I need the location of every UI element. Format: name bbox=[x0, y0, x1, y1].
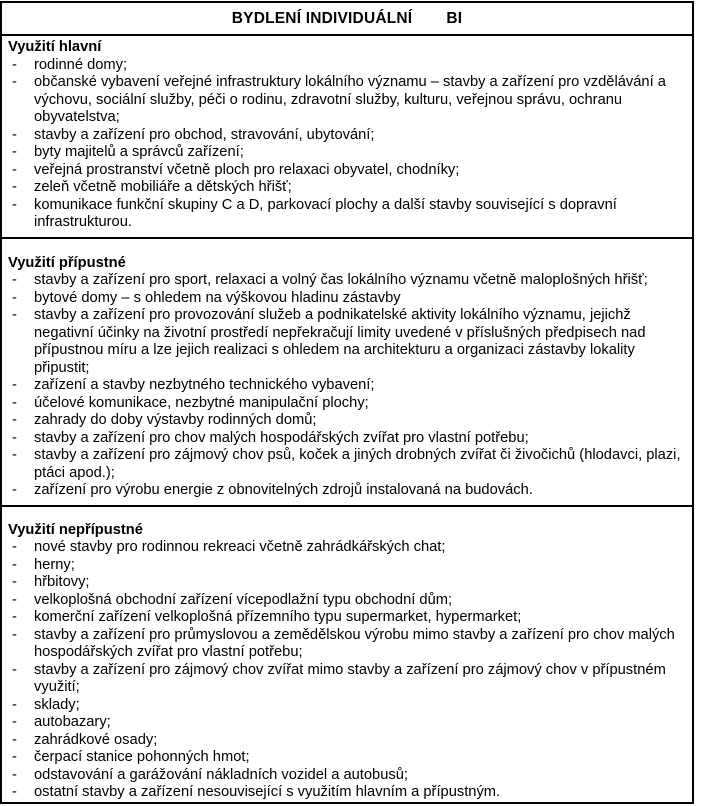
bullet-dash: - bbox=[12, 429, 17, 446]
section-heading-permissible-use: Využití přípustné bbox=[8, 254, 126, 271]
bullet-dash: - bbox=[12, 591, 17, 608]
list-item-text: zařízení a stavby nezbytného technického vybavení; bbox=[34, 377, 375, 393]
bullet-dash: - bbox=[12, 412, 17, 428]
bullet-dash: - bbox=[12, 144, 17, 160]
list-item-text: stavby a zařízení pro zájmový chov psů, koček a jiných drobných zvířat či živočichů (hlodavci, plazi, ptáci apod.); bbox=[34, 447, 681, 481]
bullet-dash: - bbox=[12, 731, 17, 748]
bullet-dash: - bbox=[12, 272, 17, 288]
list-item-text: nové stavby pro rodinnou rekreaci včetně zahrádkářských chat; bbox=[34, 539, 446, 555]
list-item bbox=[8, 162, 688, 180]
list-item bbox=[8, 609, 688, 627]
list-item bbox=[8, 307, 688, 377]
list-item bbox=[8, 127, 688, 145]
list-item-text: sklady; bbox=[34, 696, 80, 713]
list-item-text: stavby a zařízení pro sport, relaxaci a volný čas lokálního významu včetně maloplošných hřišť; bbox=[34, 272, 648, 288]
list-item bbox=[8, 557, 688, 575]
bullet-dash: - bbox=[12, 447, 17, 463]
zoning-regulation-table bbox=[0, 1, 694, 804]
list-item bbox=[8, 574, 688, 592]
list-item-text: stavby a zařízení pro provozování služeb a podnikatelské aktivity lokálního významu, jejichž negativní účinky na životní prostředí nepřekračují limity uvedené v příslušných předpisech nad přípustnou míru a lze jejich realizaci s ohledem na architekturu a organizaci zástavby lokality připustit; bbox=[34, 307, 646, 376]
list-item-text: bytové domy – s ohledem na výškovou hladinu zástavby bbox=[34, 289, 401, 306]
list-item bbox=[8, 144, 688, 162]
list-item bbox=[8, 447, 688, 482]
bullet-dash: - bbox=[12, 574, 17, 590]
list-item bbox=[8, 272, 688, 290]
section-permissible-use bbox=[2, 239, 692, 507]
bullet-dash: - bbox=[12, 179, 17, 195]
list-item bbox=[8, 179, 688, 197]
bullet-dash: - bbox=[12, 696, 17, 713]
bullet-dash: - bbox=[12, 556, 17, 573]
list-item-text: stavby a zařízení pro průmyslovou a zemědělskou výrobu mimo stavby a zařízení pro chov malých hospodářských zvířat pro vlastní potřebu; bbox=[34, 626, 675, 660]
bullet-dash: - bbox=[12, 784, 17, 800]
section-heading-main-use: Využití hlavní bbox=[8, 39, 102, 55]
list-item-text: rodinné domy; bbox=[34, 56, 128, 73]
list-item bbox=[8, 539, 688, 557]
bullet-dash: - bbox=[12, 626, 17, 643]
section-heading-impermissible-use: Využití nepřípustné bbox=[8, 521, 143, 538]
list-item bbox=[8, 784, 688, 802]
list-item-text: občanské vybavení veřejné infrastruktury lokálního významu – stavby a zařízení pro vzdělávání a výchovu, sociální služby, péči o rodinu, zdravotní služby, kulturu, veřejnou správu, ochranu obyvatelstva; bbox=[34, 74, 666, 125]
list-item bbox=[8, 697, 688, 715]
list-item-text: komunikace funkční skupiny C a D, parkovací plochy a další stavby související s dopravní infrastrukturou. bbox=[34, 196, 617, 230]
bullet-dash: - bbox=[12, 56, 17, 73]
section-impermissible-use bbox=[2, 507, 692, 805]
list-item bbox=[8, 290, 688, 308]
list-item bbox=[8, 714, 688, 732]
zone-code: BI bbox=[446, 9, 463, 27]
list-item-text: odstavování a garážování nákladních vozidel a autobusů; bbox=[34, 766, 408, 783]
list-item bbox=[8, 197, 688, 232]
bullet-dash: - bbox=[12, 749, 17, 765]
list-item bbox=[8, 377, 688, 395]
list-item bbox=[8, 412, 688, 430]
table-header-row bbox=[2, 3, 692, 36]
list-item-text: účelové komunikace, nezbytné manipulační plochy; bbox=[34, 394, 369, 411]
page-title: BYDLENÍ INDIVIDUÁLNÍ bbox=[231, 9, 413, 27]
bullet-dash: - bbox=[12, 609, 17, 625]
bullet-dash: - bbox=[12, 714, 17, 730]
list-item-text: stavby a zařízení pro chov malých hospodářských zvířat pro vlastní potřebu; bbox=[34, 429, 529, 446]
bullet-dash: - bbox=[12, 766, 17, 783]
list-item-text: hřbitovy; bbox=[34, 574, 90, 590]
list-item-text: stavby a zařízení pro zájmový chov zvířat mimo stavby a zařízení pro zájmový chov v přípustném využití; bbox=[34, 661, 666, 695]
list-item bbox=[8, 482, 688, 500]
list-item bbox=[8, 430, 688, 448]
list-item-text: zahrady do doby výstavby rodinných domů; bbox=[34, 412, 317, 428]
bullet-dash: - bbox=[12, 661, 17, 678]
list-item-text: komerční zařízení velkoplošná přízemního typu supermarket, hypermarket; bbox=[34, 609, 522, 625]
list-item bbox=[8, 662, 688, 697]
list-item bbox=[8, 732, 688, 750]
list-item-text: velkoplošná obchodní zařízení vícepodlažní typu obchodní dům; bbox=[34, 591, 453, 608]
list-item bbox=[8, 592, 688, 610]
section-main-use bbox=[2, 36, 692, 239]
bullet-dash: - bbox=[12, 377, 17, 393]
list-item-text: zahrádkové osady; bbox=[34, 731, 158, 748]
bullet-dash: - bbox=[12, 196, 17, 213]
bullet-dash: - bbox=[12, 161, 17, 178]
list-item bbox=[8, 57, 688, 75]
bullet-dash: - bbox=[12, 289, 17, 306]
list-item-text: stavby a zařízení pro obchod, stravování, ubytování; bbox=[34, 126, 375, 143]
list-item-text: zařízení pro výrobu energie z obnovitelných zdrojů instalovaná na budovách. bbox=[34, 482, 533, 498]
list-item bbox=[8, 767, 688, 785]
list-item-text: veřejná prostranství včetně ploch pro relaxaci obyvatel, chodníky; bbox=[34, 161, 460, 178]
list-item-text: autobazary; bbox=[34, 714, 111, 730]
list-item-text: herny; bbox=[34, 556, 75, 573]
list-item bbox=[8, 749, 688, 767]
list-item bbox=[8, 395, 688, 413]
item-list-impermissible-use bbox=[8, 539, 688, 802]
bullet-dash: - bbox=[12, 394, 17, 411]
list-item-text: čerpací stanice pohonných hmot; bbox=[34, 749, 250, 765]
bullet-dash: - bbox=[12, 126, 17, 143]
list-item-text: byty majitelů a správců zařízení; bbox=[34, 144, 244, 160]
list-item-text: zeleň včetně mobiliáře a dětských hřišť; bbox=[34, 179, 292, 195]
list-item bbox=[8, 74, 688, 127]
list-item-text: ostatní stavby a zařízení nesouvisející s využitím hlavním a přípustným. bbox=[34, 784, 501, 800]
item-list-main-use bbox=[8, 57, 688, 232]
list-item bbox=[8, 627, 688, 662]
bullet-dash: - bbox=[12, 307, 17, 323]
bullet-dash: - bbox=[12, 482, 17, 498]
bullet-dash: - bbox=[12, 74, 17, 90]
bullet-dash: - bbox=[12, 539, 17, 555]
item-list-permissible-use bbox=[8, 272, 688, 500]
